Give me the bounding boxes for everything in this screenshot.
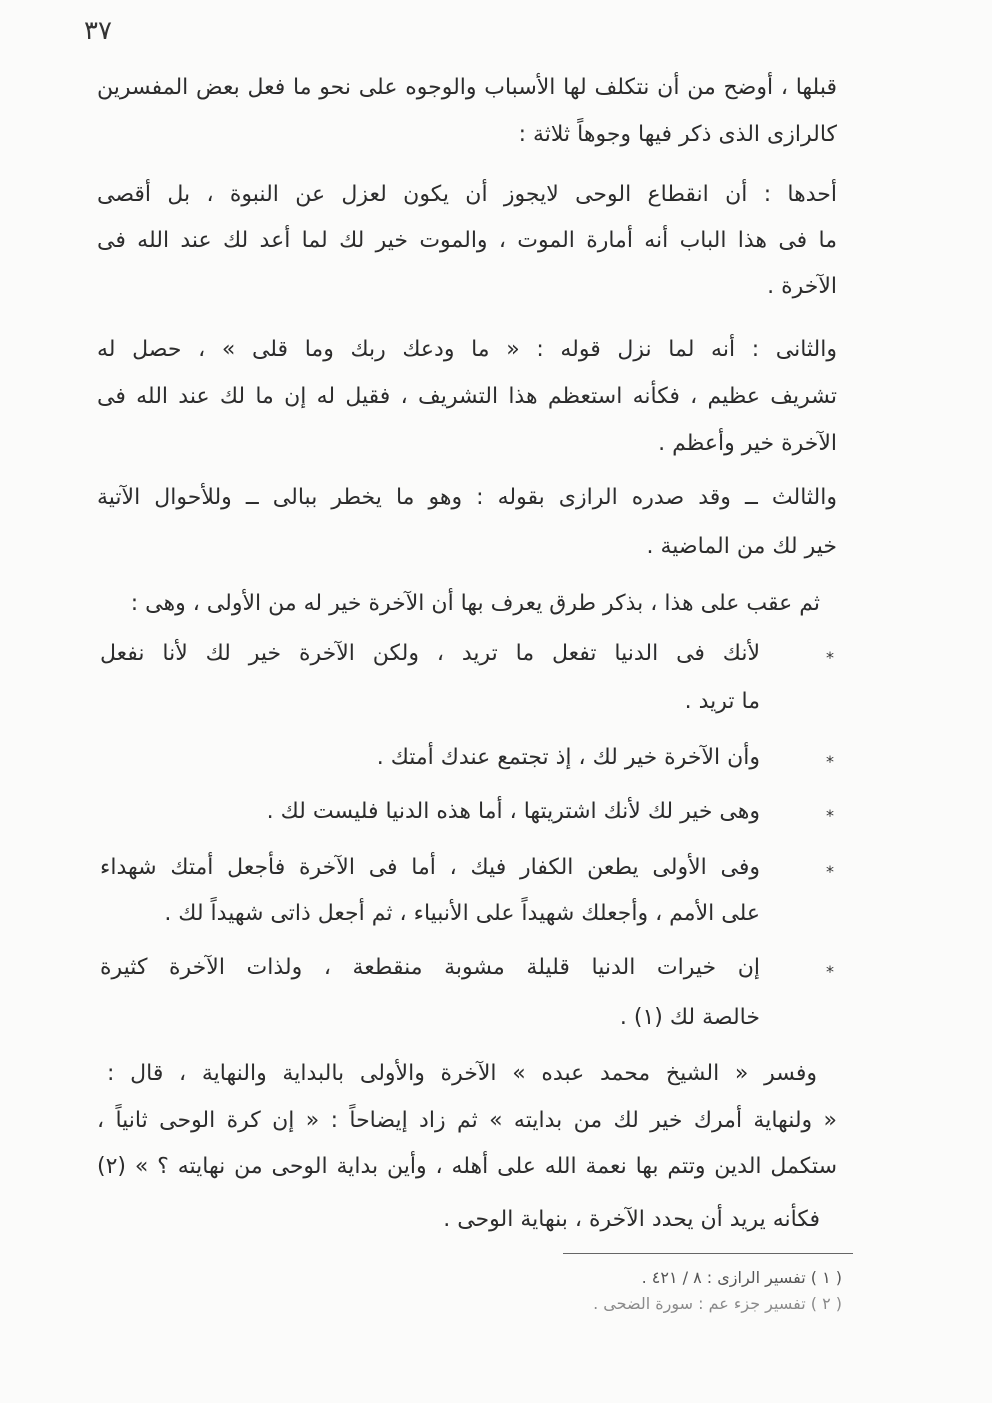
paragraph-6-line-4: فكأنه يريد أن يحدد الآخرة ، بنهاية الوحى . — [443, 1207, 820, 1232]
paragraph-1-line-2: كالرازى الذى ذكر فيها وجوهاً ثلاثة : — [518, 122, 837, 147]
bullet-2-line-1: وأن الآخرة خير لك ، إذ تجتمع عندك أمتك . — [376, 745, 760, 770]
paragraph-4-line-2: خير لك من الماضية . — [646, 534, 837, 559]
bullet-1-line-1: لأنك فى الدنيا تفعل ما تريد ، ولكن الآخرة خير لك لأنا نفعل — [100, 641, 760, 666]
bullet-4-line-2: على الأمم ، وأجعلك شهيداً على الأنبياء ، ثم أجعل ذاتى شهيداً لك . — [164, 901, 760, 926]
footnote-separator — [563, 1253, 853, 1254]
paragraph-3-line-3: الآخرة خير وأعظم . — [658, 431, 837, 456]
paragraph-5-line-1: ثم عقب على هذا ، بذكر طرق يعرف بها أن الآخرة خير له من الأولى ، وهى : — [130, 591, 820, 616]
paragraph-4-line-1: والثالث ــ وقد صدره الرازى بقوله : وهو ما يخطر ببالى ــ وللأحوال الآتية — [97, 485, 837, 510]
bullet-1-line-2: ما تريد . — [684, 689, 760, 714]
bullet-5-line-1: إن خيرات الدنيا قليلة مشوبة منقطعة ، ولذات الآخرة كثيرة — [100, 955, 760, 980]
bullet-marker-1: * — [826, 648, 834, 667]
bullet-marker-4: * — [826, 862, 834, 881]
paragraph-6-line-2: « ولنهاية أمرك خير لك من بدايته » ثم زاد إيضاحاً : « إن كرة الوحى ثانياً ، — [97, 1108, 837, 1133]
paragraph-3-line-2: تشريف عظيم ، فكأنه استعظم هذا التشريف ، فقيل له إن ما لك عند الله فى — [97, 384, 837, 409]
bullet-marker-2: * — [826, 752, 834, 771]
paragraph-3-line-1: والثانى : أنه لما نزل قوله : « ما ودعك ربك وما قلى » ، حصل له — [97, 337, 837, 362]
paragraph-6-line-3: ستكمل الدين وتتم بها نعمة الله على أهله ، وأين بداية الوحى من نهايته ؟ » (٢) — [97, 1154, 837, 1179]
paragraph-2-line-1: أحدها : أن انقطاع الوحى لايجوز أن يكون لعزل عن النبوة ، بل أقصى — [97, 182, 837, 207]
footnote-1: ( ١ ) تفسير الرازى : ٨ / ٤٢١ . — [641, 1268, 842, 1287]
bullet-4-line-1: وفى الأولى يطعن الكفار فيك ، أما فى الآخرة فأجعل أمتك شهداء — [100, 855, 760, 880]
paragraph-6-line-1: وفسر « الشيخ محمد عبده » الآخرة والأولى بالبداية والنهاية ، قال : — [107, 1061, 817, 1086]
page-number: ٣٧ — [84, 16, 112, 46]
bullet-marker-3: * — [826, 806, 834, 825]
paragraph-2-line-2: ما فى هذا الباب أنه أمارة الموت ، والموت خير لك لما أعد لك عند الله فى — [97, 228, 837, 253]
footnote-2: ( ٢ ) تفسير جزء عم : سورة الضحى . — [593, 1294, 842, 1313]
bullet-marker-5: * — [826, 962, 834, 981]
bullet-5-line-2: خالصة لك (١) . — [619, 1005, 760, 1030]
paragraph-2-line-3: الآخرة . — [767, 274, 837, 299]
paragraph-1-line-1: قبلها ، أوضح من أن نتكلف لها الأسباب والوجوه على نحو ما فعل بعض المفسرين — [97, 75, 837, 100]
bullet-3-line-1: وهى خير لك لأنك اشتريتها ، أما هذه الدنيا فليست لك . — [266, 799, 760, 824]
